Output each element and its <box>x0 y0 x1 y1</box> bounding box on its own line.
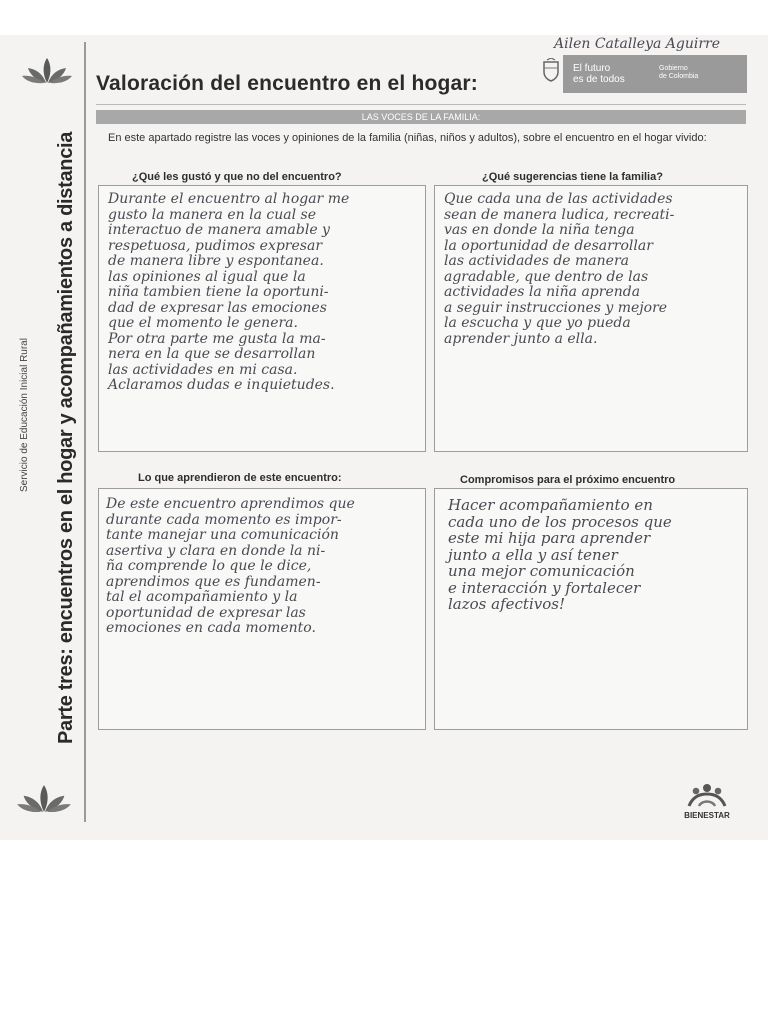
bienestar-family-icon <box>685 782 729 808</box>
part-title: Parte tres: encuentros en el hogar y acompañamientos a distancia <box>55 131 77 744</box>
title-rule <box>96 104 746 105</box>
section-bar: LAS VOCES DE LA FAMILIA: <box>96 110 746 124</box>
sidebar-divider <box>84 42 86 822</box>
coat-of-arms-icon <box>541 58 561 82</box>
signature: Ailen Catalleya Aguirre <box>554 36 721 52</box>
section-intro: En este apartado registre las voces y opiniones de la familia (niñas, niños y adultos), sobre el encuentro en el hogar vivido: <box>108 132 707 144</box>
banner-slogan: El futuro es de todos <box>573 63 625 85</box>
suggestions-answer: Que cada una de las actividades sean de manera ludica, recreati- vas en donde la niña tenga la oportunidad de desarrollar las actividades de manera agradable, que dentro de las actividades la niña aprenda a seguir instrucciones y mejore la escucha y que yo pueda aprender junto a ella. <box>444 191 675 347</box>
leaf-logo-bottom-icon <box>16 784 72 814</box>
commitments-answer: Hacer acompañamiento en cada uno de los procesos que este mi hija para aprender junto a ella y así tener una mejor comunicación e interacción y fortalecer lazos afectivos! <box>448 496 672 613</box>
learned-heading: Lo que aprendieron de este encuentro: <box>138 472 342 484</box>
page-title: Valoración del encuentro en el hogar: <box>96 72 478 95</box>
leaf-logo-icon <box>22 57 72 85</box>
government-banner <box>563 55 747 93</box>
banner-government: Gobierno de Colombia <box>659 65 699 80</box>
suggestions-heading: ¿Qué sugerencias tiene la familia? <box>482 171 663 183</box>
bienestar-label: BIENESTAR <box>684 811 730 820</box>
learned-answer: De este encuentro aprendimos que durante cada momento es impor- tante manejar una comunicación asertiva y clara en donde la ni- ña comprende lo que le dice, aprendimos que es fundamen- tal el acompañamiento y la oportunidad de expresar las emociones en cada momento. <box>106 496 355 636</box>
liked-answer: Durante el encuentro al hogar me gusto la manera en la cual se interactuo de manera amable y respetuosa, pudimos expresar de manera libre y espontanea. las opiniones al igual que la niña tambien tiene la oportuni- dad de expresar las emociones que el momento le genera. Por otra parte me gusta la ma- nera en la que se desarrollan las actividades en mi casa. Aclaramos dudas e inquietudes. <box>108 191 350 393</box>
bienestar-logo <box>677 782 737 820</box>
service-label: Servicio de Educación Inicial Rural <box>19 338 30 492</box>
commitments-heading: Compromisos para el próximo encuentro <box>460 474 676 486</box>
liked-heading: ¿Qué les gustó y que no del encuentro? <box>132 171 342 183</box>
